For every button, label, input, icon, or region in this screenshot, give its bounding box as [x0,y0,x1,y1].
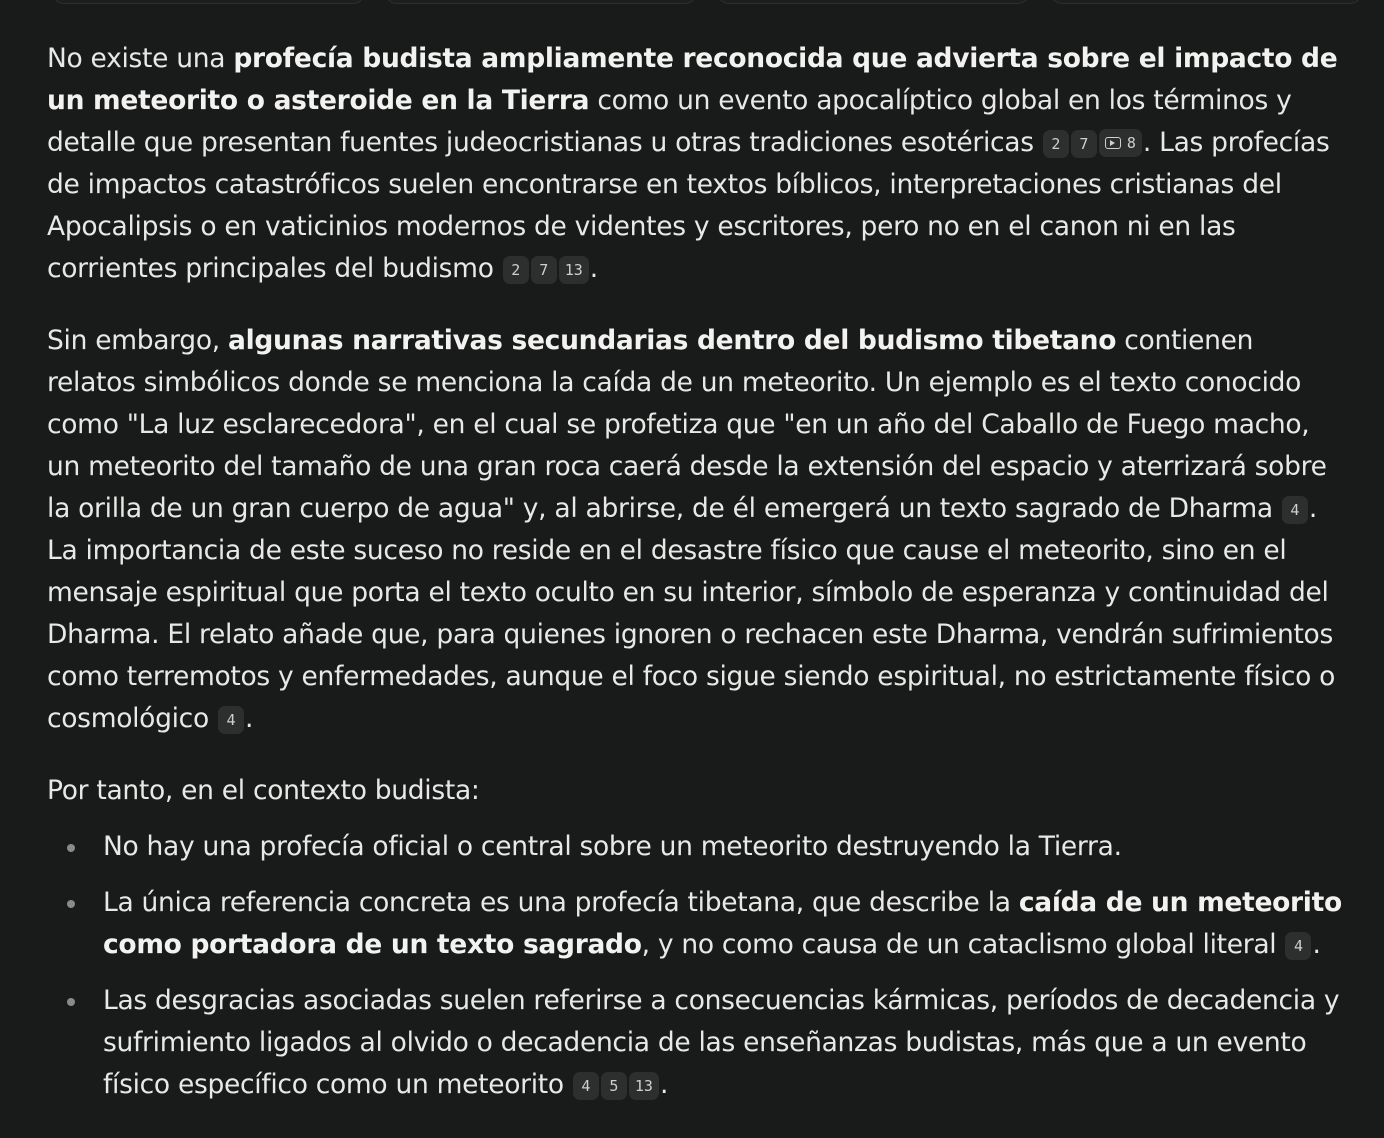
paragraph-summary-intro: Por tanto, en el contexto budista: [47,775,480,806]
citation-badge[interactable]: 2 [1043,130,1069,158]
citation-badge[interactable]: 5 [601,1072,627,1100]
source-cards-row [52,0,1362,4]
citation-badge[interactable]: 7 [1071,130,1097,158]
bold-text: algunas narrativas secundarias dentro del budismo tibetano [228,325,1117,356]
video-citation-badge[interactable]: 8 [1099,129,1142,157]
list-item: Las desgracias asociadas suelen referirse a consecuencias kármicas, períodos de decadencia y sufrimiento ligados al olvido o decadencia de las enseñanzas budistas, más que a un evento físico específico como un meteorito 4 5 13 . [47,980,1347,1106]
source-card[interactable] [385,0,698,4]
list-item: La única referencia concreta es una profecía tibetana, que describe la caída de un meteorito como portadora de un texto sagrado, y no como causa de un cataclismo global literal 4 . [47,882,1347,966]
source-card[interactable] [717,0,1030,4]
answer-body [47,38,1347,1120]
paragraph-intro: No existe una profecía budista ampliamente reconocida que advierta sobre el impacto de un meteorito o asteroide en la Tierra como un evento apocalíptico global en los términos y detalle que presentan fuentes judeocristianas u otras tradiciones esotéricas 2 7 8 . Las profecías de impactos catastróficos suelen encontrarse en textos bíblicos, interpretaciones cristianas del Apocalipsis o en vaticinios modernos de videntes y escritores, pero no en el canon ni en las corrientes principales del budismo 2 7 13 . [47,43,1338,284]
citation-badge[interactable]: 13 [559,256,589,284]
list-item: No hay una profecía oficial o central sobre un meteorito destruyendo la Tierra. [47,826,1347,868]
citation-badge[interactable]: 13 [629,1072,659,1100]
citation-badge[interactable]: 7 [531,256,557,284]
citation-badge[interactable]: 4 [1282,496,1308,524]
citation-badge[interactable]: 4 [218,706,244,734]
summary-list [47,826,1347,1106]
bold-text: caída de un meteorito como portadora de un texto sagrado [103,887,1342,960]
video-play-icon [1105,137,1121,149]
source-card[interactable] [1050,0,1363,4]
citation-badge[interactable]: 4 [573,1072,599,1100]
citation-badge[interactable]: 2 [503,256,529,284]
paragraph-tibetan: Sin embargo, algunas narrativas secundarias dentro del budismo tibetano contienen relatos simbólicos donde se menciona la caída de un meteorito. Un ejemplo es el texto conocido como "La luz esclarecedora", en el cual se profetiza que "en un año del Caballo de Fuego macho, un meteorito del tamaño de una gran roca caerá desde la extensión del espacio y aterrizará sobre la orilla de un gran cuerpo de agua" y, al abrirse, de él emergerá un texto sagrado de Dharma 4 . La importancia de este suceso no reside en el desastre físico que cause el meteorito, sino en el mensaje espiritual que porta el texto oculto en su interior, símbolo de esperanza y continuidad del Dharma. El relato añade que, para quienes ignoren o rechacen este Dharma, vendrán sufrimientos como terremotos y enfermedades, aunque el foco sigue siendo espiritual, no estrictamente físico o cosmológico 4 . [47,325,1336,734]
source-card[interactable] [52,0,365,4]
bold-text: profecía budista ampliamente reconocida que advierta sobre el impacto de un meteorito o asteroide en la Tierra [47,43,1338,116]
citation-badge[interactable]: 4 [1285,932,1311,960]
